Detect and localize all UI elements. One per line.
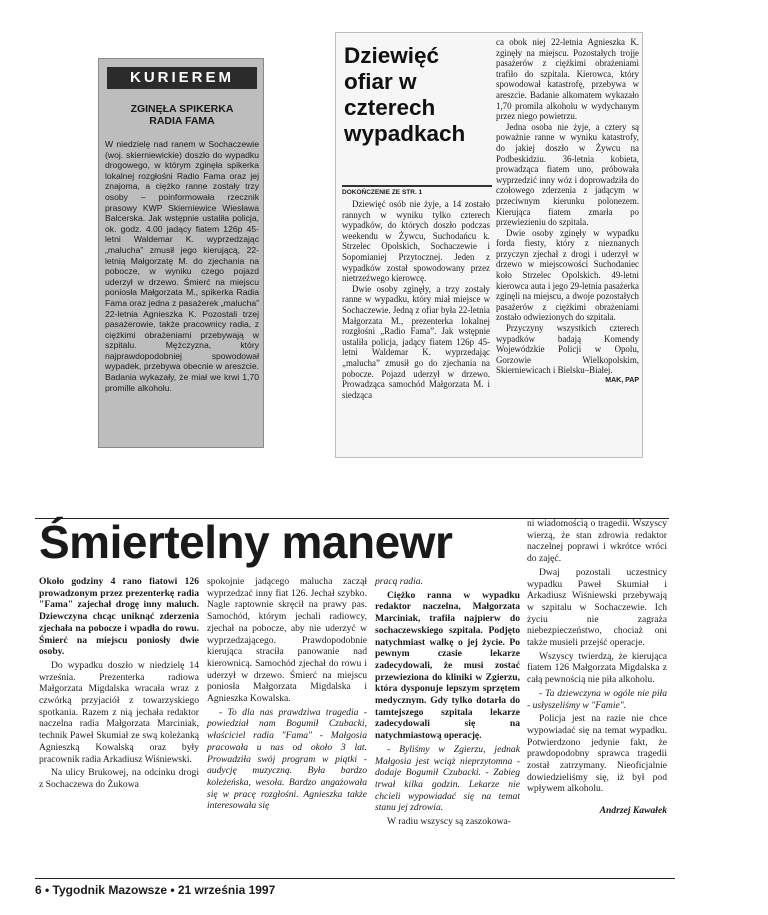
paragraph: Wszyscy twierdzą, że kierująca fiatem 126 Małgorzata Migdalska z całą pewnością nie piła alkoholu. [527,650,667,686]
article-column-4 [527,518,667,817]
quote-paragraph: - To dla nas prawdziwa tragedia - powiedział nam Bogumił Czubacki, właściciel radia "Fama" - Małgosia pracowała u nas od około 3 lat. Prowadziła swój program w piątki - audycję muzyczną. Była bardzo koleżeńska, wesoła. Bardzo angażowała się w pracę rozgłośni. Agnieszka także interesowała się [207,706,367,812]
paragraph: Ciężko ranna w wypadku redaktor naczelna, Małgorzata Marciniak, trafiła najpierw do sochaczewskiego szpitala. Podjęto natychmiast walkę o jej życie. Po pewnym czasie lekarze zadecydowali, że musi zostać przewieziona do kliniki w Zgierzu, która dysponuje lepszym sprzętem medycznym. Gdy tylko dotarła do tamtejszego szpitala lekarze zadecydowali się na natychmiastową operację. [375,589,520,742]
paragraph: spokojnie jadącego malucha zaczął wyprzedzać inny fiat 126. Jechał szybko. Nagle raptownie skręcił na prawy pas. Samochód, którym jechali radiowcy, zjechał na pobocze, aby nie uderzyć w wyprzedzającego. Prawdopodobnie kierująca straciła panowanie nad kierownicą. Samochód zjechał do rowu i uderzył w drzewo. Śmierć na miejscu poniosła Małgorzata Migdalska i Agnieszka Kowalska. [207,576,367,705]
kurier-headline: ZGINĘŁA SPIKERKA RADIA FAMA [130,103,234,127]
paragraph: Policja jest na razie nie chce wypowiadać się na temat wypadku. Potwierdzono jedynie fakt, że prawdopodobny sprawca tragedii został zatrzymany. Nieoficjalnie dowiedzieliśmy się, iż był pod wpływem alkoholu. [527,713,667,795]
kurier-clipping [98,58,264,448]
article-lead: Około godziny 4 rano fiatowi 126 prowadzonym przez prezenterkę radia "Fama" zajechał drogę inny maluch. Dziewczyna chcąc uniknąć zderzenia zjechała na pobocze i wpadła do rowu. Śmierć na miejscu poniosły dwie osoby. [39,576,199,658]
dziewiec-column-2 [496,37,639,387]
dziewiec-clipping [335,32,643,458]
paragraph: pracą radia. [375,576,423,587]
article-column-1 [39,576,199,793]
quote-paragraph: - Byliśmy w Zgierzu, jednak Małgosia jest wciąż nieprzytomna - dodaje Bogumił Czubacki. - Zabieg trwał kilka godzin. Lekarze nie chcieli wypowiadać się na temat stanu jej zdrowia. [375,743,520,814]
paragraph: Dziewięć osób nie żyje, a 14 zostało rannych w wyniku tylko czterech wypadków, do których doszło podczas weekendu w Żywcu, Suchodańcu k. Strzelec Opolskich, Sochaczewie i Sopomianiej Przytocznej. Jeden z wypadków został spowodowany przez nietrzeźwego kierowcę. [342,199,490,284]
quote-paragraph: - Ta dziewczyna w ogóle nie piła - usłyszeliśmy w "Famie". [527,687,667,711]
page-footer: 6 • Tygodnik Mazowsze • 21 września 1997 [35,878,675,897]
paragraph: Dwie osoby zginęły, a trzy zostały ranne w wypadku, który miał miejsce w Sochaczewie. Jedną z ofiar była 22-letnia Małgorzata M., prezenterka lokalnej rozgłośni „Radio Fama”. Jak wstępnie ustaliła policja, jadący fiatem 126p 45-letni Waldemar K. wyprzedając „malucha” zmusił go do zjechania na pobocze. Pojazd uderzył w drzewo. Prowadząca samochód Małgorzata M. i siedząca [342,283,490,400]
paragraph: ca obok niej 22-letnia Agnieszka K. zginęły na miejscu. Pozostałych trojje pasażerów z ciężkimi obrażeniami trafiło do szpitala. Kierowca, który spowodował katastrofę, przebywa w areszcie. Badanie alkomatem wykazało 1,70 promila alkoholu w wydychanym przez niego powietrzu. [496,37,639,122]
paragraph: Do wypadku doszło w niedzielę 14 września. Prezenterka radiowa Małgorzata Migdalska wracała wraz z czwórką przyjaciół z towarzyskiego spotkania. Razem z nią jechała redaktor naczelna radia Małgorzata Marciniak, technik Paweł Skumiał ze swą koleżanką Agnieszką Kowalską oraz były pracownik radia Arkadiusz Wiśniewski. [39,659,199,765]
kurier-masthead: KURIEREM [107,67,257,89]
article-author: Andrzej Kawałek [599,805,667,817]
main-article [35,514,669,871]
paragraph: ni wiadomością o tragedii. Wszyscy wierzą, że stan zdrowia redaktor naczelnej poprawi i wkrótce wróci do zajęć. [527,518,667,565]
dziewiec-column-1 [342,199,490,400]
paragraph: Dwie osoby zginęły w wypadku forda fiesty, który z nieznanych przyczyn zjechał z drogi i uderzył w drzewo w miejscowości Suchodaniec koło Strzelec Opolskich. 49-letni kierowca auta i jego 29-letnia pasażerka zginęli na miejscu, a dwoje pozostałych pasażerów z ciężkimi obrażeniami zostało odwiezionych do szpitala. [496,227,639,323]
article-column-3 [375,576,520,830]
paragraph: Przyczyny wszystkich czterech wypadków badają Komendy Wojewódzkie Policji w Opolu, Gorzowie Wielkopolskim, Skierniewicach i Bielsku–Białej. [496,323,639,376]
paragraph: Jedna osoba nie żyje, a cztery są poważnie ranne w wyniku katastrofy, do jakiej doszło w Żywcu na Podbeskidziu. 36-letnia kobieta, prowadząca fiatem uno, próbowała wyprzedzić inny wóz i doprowadziła do czołowego zderzenia z jadącym w przeciwnym kierunku polonezem. Kierująca fiatem zmarła po przewiezieniu do szpitala. [496,121,639,228]
article-column-2 [207,576,367,814]
paragraph: Dwaj pozostali uczestnicy wypadku Paweł Skumiał i Arkadiusz Wiśniewski przebywają w szpitalu w Sochaczewie. Ich życiu nie zagraża niebezpieczeństwo, chociaż oni także musieli przejść operacje. [527,566,667,649]
dziewiec-headline: Dziewięć ofiar w czterech wypadkach [344,43,466,146]
continuation-label: DOKOŃCZENIE ZE STR. 1 [342,185,492,196]
kurier-body: W niedzielę nad ranem w Sochaczewie (woj. skierniewickie) doszło do wypadku drogowego, w którym zginęła spikerka lokalnej rozgłośni Radio Fama oraz jej znajoma, a ciężko ranne zostały trzy osoby – poinformowała rzecznik prasowy KWP Skierniewice Wiesława Balcerska. Jak wstępnie ustaliła policja, ok. godz. 4.00 jadący fiatem 126p 45-letni Waldemar K. wyprzedzając „malucha” zmusił jego kierującą, 22-letnią Małgorzatę M. do zjechania na pobocze, w wyniku czego pojazd uderzył w drzewo. Śmierć na miejscu poniosła Małgorzata M., spikerka Radia Fama oraz jedna z pasażerek „malucha” 22-letnia Agnieszka K. Pozostali trzej pasażerowie, także pracownicy radia, z ciężkimi obrażeniami przebywają w szpitalu. Mężczyzna, który najprawdopodobniej spowodował wypadek, przebywa obecnie w areszcie. Badania wykazały, że miał we krwi 1,70 promille alkoholu. [105,139,259,393]
paragraph: W radiu wszyscy są zaszokowa- [387,816,511,828]
paragraph: Na ulicy Brukowej, na odcinku drogi z Sochaczewa do Żukowa [39,767,199,790]
dziewiec-signature: MAK, PAP [605,377,639,384]
article-title: Śmiertelny manewr [39,516,453,568]
